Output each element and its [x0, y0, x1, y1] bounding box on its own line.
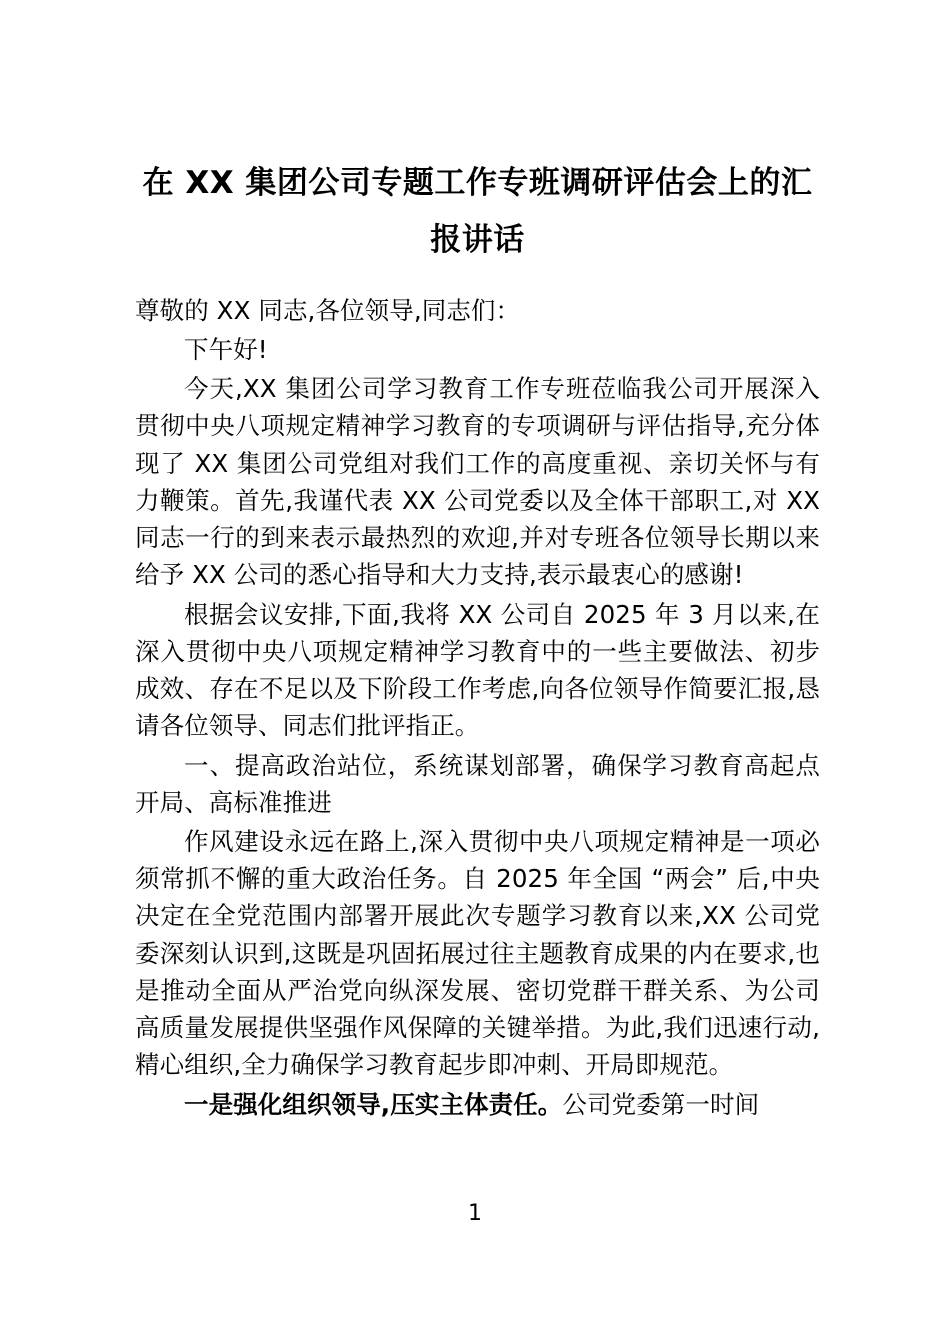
- page-number: 1: [468, 1201, 482, 1226]
- section-one-body: 作风建设永远在路上,深入贯彻中央八项规定精神是一项必须常抓不懈的重大政治任务。自 2025 年全国 “两会” 后,中央决定在全党范围内部署开展此次专题学习教育以来,XX 公司党委深刻认识到,这既是巩固拓展过往主题教育成果的内在要求,也是推动全面从严治党向纵深发展、密切党群干群关系、为公司高质量发展提供坚强作风保障的关键举措。为此,我们迅速行动,精心组织,全力确保学习教育起步即冲刺、开局即规范。: [135, 826, 820, 1080]
- paragraph-point-one: [135, 1086, 820, 1123]
- paragraph-greeting: 下午好!: [184, 334, 268, 364]
- paragraph-opening: 今天,XX 集团公司学习教育工作专班莅临我公司开展深入贯彻中央八项规定精神学习教育的专项调研与评估指导,充分体现了 XX 集团公司党组对我们工作的高度重视、亲切关怀与有力鞭策。首先,我谨代表 XX 公司党委以及全体干部职工,对 XX 同志一行的到来表示最热烈的欢迎,并对专班各位领导长期以来给予 XX 公司的悉心指导和大力支持,表示最衷心的感谢!: [135, 374, 820, 590]
- point-one-rest: 公司党委第一时间: [562, 1089, 760, 1119]
- paragraph-agenda: 根据会议安排,下面,我将 XX 公司自 2025 年 3 月以来,在深入贯彻中央八项规定精神学习教育中的一些主要做法、初步成效、存在不足以及下阶段工作考虑,向各位领导作简要汇报,恳请各位领导、同志们批评指正。: [135, 599, 820, 741]
- page-title: 在 XX 集团公司专题工作专班调研评估会上的汇报讲话: [142, 165, 813, 259]
- paragraph-salutation: 尊敬的 XX 同志,各位领导,同志们：: [135, 295, 521, 325]
- point-one-lead: 一是强化组织领导,压实主体责任。: [184, 1089, 563, 1119]
- section-one-heading: 一、提高政治站位，系统谋划部署，确保学习教育高起点开局、高标准推进: [135, 750, 820, 817]
